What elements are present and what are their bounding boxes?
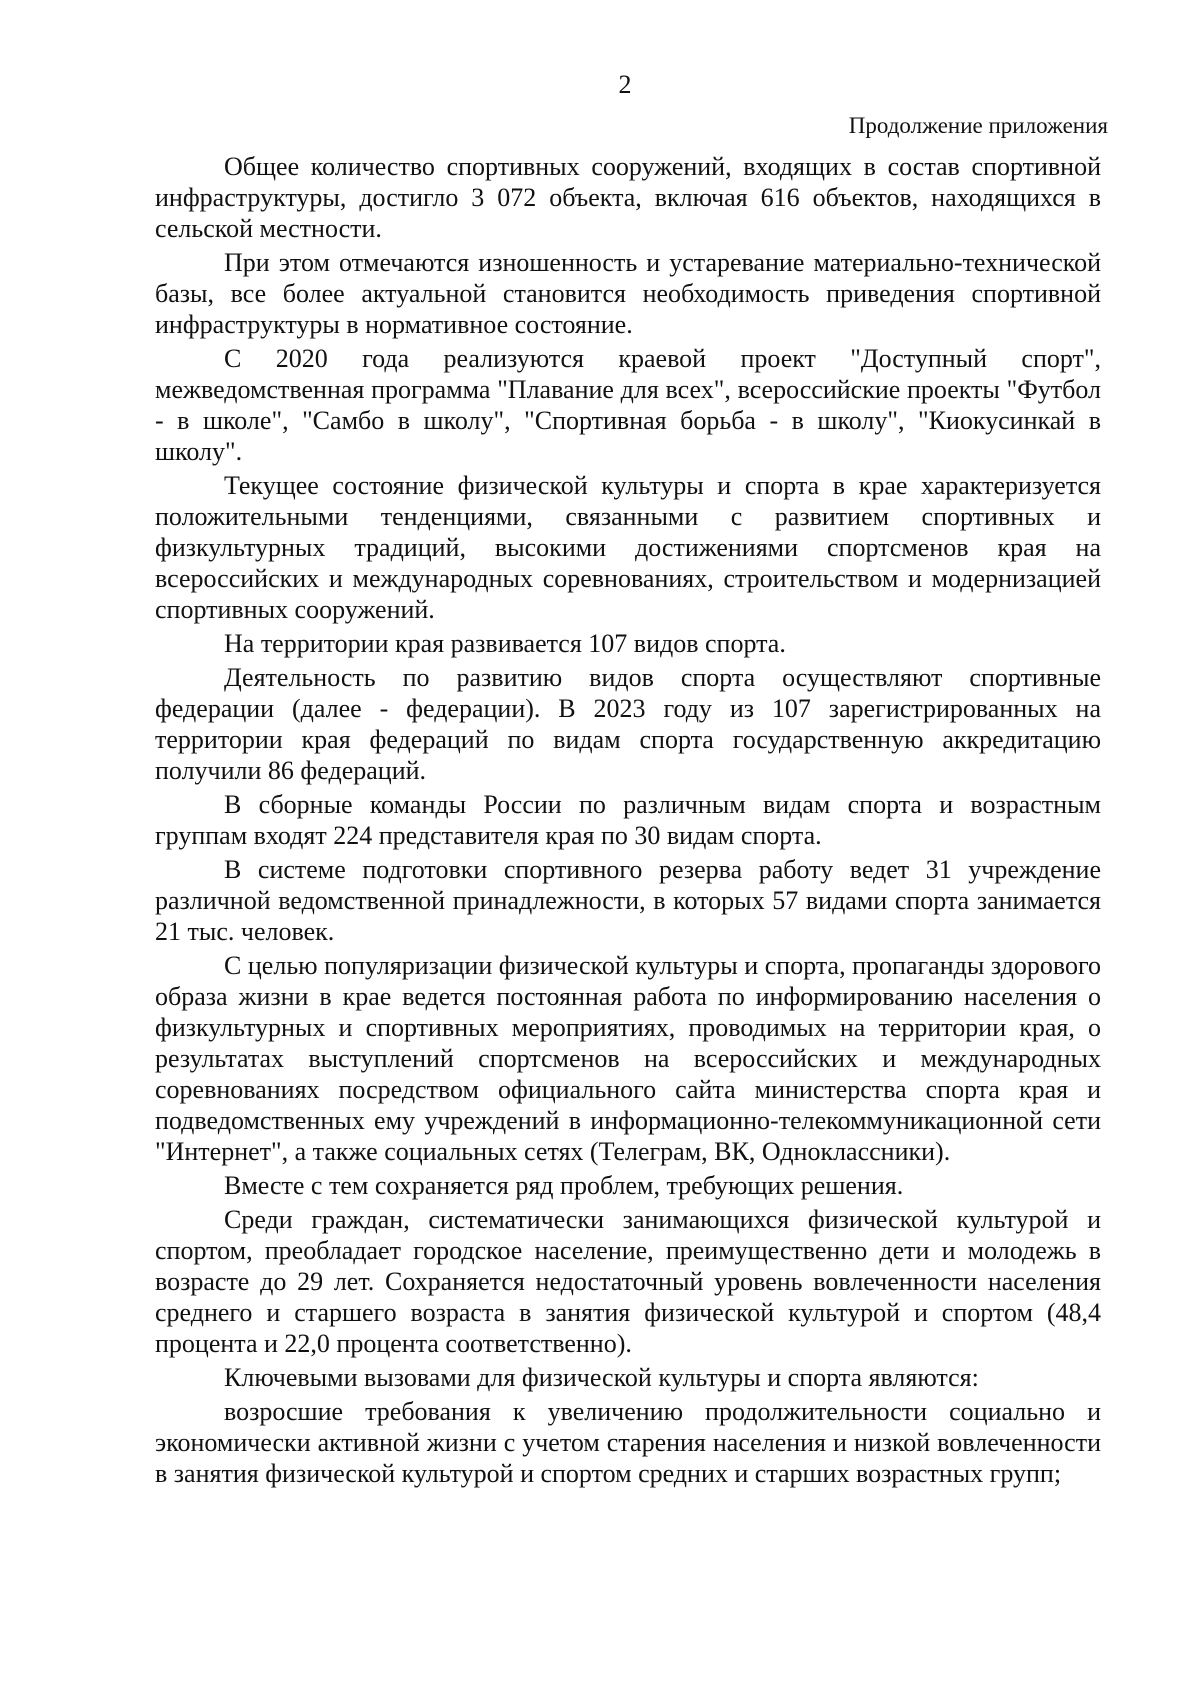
page-number: 2 — [618, 70, 632, 99]
paragraph-national-teams: В сборные команды России по различным видам спорта и возрастным группам входят 224 представителя края по 30 видам спорта. — [155, 790, 1101, 850]
paragraph-projects: С 2020 года реализуются краевой проект "Доступный спорт", межведомственная программа "Плавание для всех", всероссийские проекты "Футбол - в школе", "Самбо в школу", "Спортивная борьба - в школу", "Киокусинкай в школу". — [155, 344, 1101, 466]
paragraph-problems: Вместе с тем сохраняется ряд проблем, требующих решения. — [224, 1171, 904, 1200]
document-body — [155, 151, 1101, 1492]
continuation-label: Продолжение приложения — [848, 113, 1108, 138]
paragraph-key-challenges: Ключевыми вызовами для физической культуры и спорта являются: — [224, 1363, 979, 1392]
paragraph-infrastructure-wear: При этом отмечаются изношенность и устаревание материально-технической базы, все более актуальной становится необходимость приведения спортивной инфраструктуры в нормативное состояние. — [155, 248, 1101, 339]
paragraph-popularization: С целью популяризации физической культуры и спорта, пропаганды здорового образа жизни в крае ведется постоянная работа по информированию населения о физкультурных и спортивных мероприятиях, проводимых на территории края, о результатах выступлений спортсменов на всероссийских и международных соревнованиях посредством официального сайта министерства спорта края и подведомственных ему учреждений в информационно-телекоммуникационной сети "Интернет", а также социальных сетях (Телеграм, ВК, Одноклассники). — [155, 951, 1101, 1166]
paragraph-current-state: Текущее состояние физической культуры и спорта в крае характеризуется положительными тенденциями, связанными с развитием спортивных и физкультурных традиций, высокими достижениями спортсменов края на всероссийских и международных соревнованиях, строительством и модернизацией спортивных сооружений. — [155, 471, 1101, 624]
paragraph-challenge-longevity: возросшие требования к увеличению продолжительности социально и экономически активной жизни с учетом старения населения и низкой вовлеченности в занятия физической культурой и спортом средних и старших возрастных групп; — [155, 1397, 1101, 1488]
paragraph-population-engagement: Среди граждан, систематически занимающихся физической культурой и спортом, преобладает городское население, преимущественно дети и молодежь в возрасте до 29 лет. Сохраняется недостаточный уровень вовлеченности населения среднего и старшего возраста в занятия физической культурой и спортом (48,4 процента и 22,0 процента соответственно). — [155, 1205, 1101, 1358]
paragraph-sports-reserve: В системе подготовки спортивного резерва работу ведет 31 учреждение различной ведомственной принадлежности, в которых 57 видами спорта занимается 21 тыс. человек. — [155, 855, 1101, 946]
paragraph-sports-count: На территории края развивается 107 видов спорта. — [224, 629, 786, 658]
paragraph-sports-facilities: Общее количество спортивных сооружений, входящих в состав спортивной инфраструктуры, достигло 3 072 объекта, включая 616 объектов, находящихся в сельской местности. — [155, 152, 1101, 243]
paragraph-federations: Деятельность по развитию видов спорта осуществляют спортивные федерации (далее - федерации). В 2023 году из 107 зарегистрированных на территории края федераций по видам спорта государственную аккредитацию получили 86 федераций. — [155, 663, 1101, 785]
